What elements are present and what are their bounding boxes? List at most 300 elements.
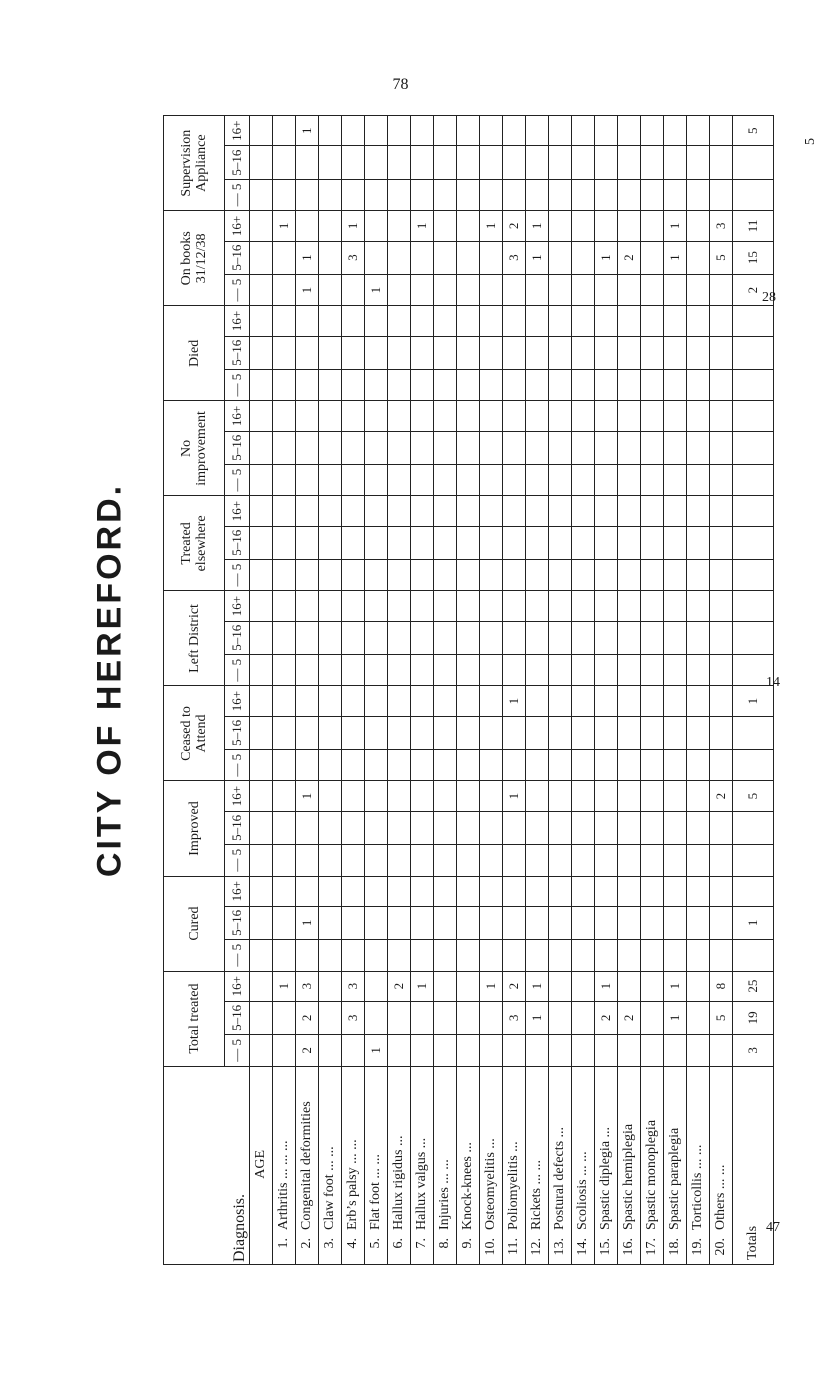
value-cell <box>342 906 365 939</box>
diagnosis-cell <box>664 1066 687 1264</box>
value-cell <box>549 559 572 591</box>
empty-cell <box>250 940 273 972</box>
value-cell <box>687 496 710 526</box>
diagnosis-cell <box>572 1066 595 1264</box>
diagnosis-cell <box>273 1066 296 1264</box>
value-cell <box>273 716 296 749</box>
value-cell <box>411 179 434 211</box>
value-cell <box>480 716 503 749</box>
value-cell <box>641 621 664 654</box>
value-cell <box>710 559 733 591</box>
value-cell <box>480 401 503 431</box>
empty-cell <box>250 654 273 686</box>
value-cell <box>388 241 411 274</box>
value-cell <box>273 274 296 306</box>
value-cell <box>365 211 388 241</box>
value-cell <box>526 146 549 179</box>
value-cell <box>503 845 526 877</box>
value-cell <box>388 116 411 147</box>
value-cell <box>549 274 572 306</box>
value-cell <box>549 654 572 686</box>
value-cell <box>641 526 664 559</box>
value-cell <box>687 971 710 1001</box>
value-cell <box>710 526 733 559</box>
value-cell <box>549 336 572 369</box>
value-cell <box>526 179 549 211</box>
value-cell <box>572 401 595 431</box>
diagnosis-name: Spastic monoplegia <box>644 1119 659 1230</box>
age-group-header: 16+ <box>225 211 250 241</box>
table-row <box>618 116 641 1265</box>
empty-cell <box>250 369 273 401</box>
category-header: On books 31/12/38 <box>164 211 225 306</box>
value-cell <box>273 431 296 464</box>
value-cell <box>457 336 480 369</box>
value-cell <box>618 654 641 686</box>
empty-cell <box>250 401 273 431</box>
value-cell <box>411 559 434 591</box>
value-cell <box>641 906 664 939</box>
value-cell <box>595 179 618 211</box>
value-cell <box>388 654 411 686</box>
value-cell <box>457 591 480 621</box>
age-group-header: — 5 <box>225 749 250 781</box>
value-cell <box>687 876 710 906</box>
value-cell <box>319 876 342 906</box>
value-cell <box>572 716 595 749</box>
value-cell: 2 <box>388 971 411 1001</box>
value-cell <box>549 464 572 496</box>
age-group-header: 5–16 <box>225 526 250 559</box>
table-row <box>273 116 296 1265</box>
value-cell <box>687 211 710 241</box>
value-cell <box>572 274 595 306</box>
value-cell <box>572 116 595 147</box>
total-cell: 1 <box>733 906 774 939</box>
value-cell <box>411 716 434 749</box>
group-total-treated: 47 <box>766 1220 780 1235</box>
value-cell <box>457 116 480 147</box>
value-cell <box>273 179 296 211</box>
diagnosis-name: Claw foot ... ... <box>322 1146 337 1230</box>
value-cell: 1 <box>664 241 687 274</box>
value-cell <box>457 211 480 241</box>
value-cell <box>411 369 434 401</box>
value-cell <box>526 811 549 844</box>
value-cell <box>365 336 388 369</box>
age-group-header: — 5 <box>225 1035 250 1067</box>
age-group-header: 5–16 <box>225 1001 250 1034</box>
value-cell <box>710 116 733 147</box>
age-group-header: 5–16 <box>225 241 250 274</box>
value-cell <box>434 749 457 781</box>
value-cell <box>618 940 641 972</box>
value-cell <box>342 716 365 749</box>
value-cell <box>342 306 365 336</box>
category-header-row <box>164 116 225 1265</box>
total-cell <box>733 431 774 464</box>
value-cell <box>388 431 411 464</box>
value-cell <box>480 906 503 939</box>
value-cell <box>319 749 342 781</box>
value-cell <box>342 621 365 654</box>
diagnosis-cell <box>595 1066 618 1264</box>
value-cell <box>503 654 526 686</box>
value-cell <box>549 116 572 147</box>
value-cell <box>388 621 411 654</box>
value-cell <box>411 1035 434 1067</box>
value-cell <box>503 811 526 844</box>
value-cell <box>687 241 710 274</box>
value-cell: 1 <box>296 116 319 147</box>
value-cell <box>664 116 687 147</box>
age-group-header: — 5 <box>225 274 250 306</box>
value-cell <box>319 781 342 811</box>
value-cell <box>411 686 434 716</box>
value-cell <box>411 654 434 686</box>
value-cell <box>618 559 641 591</box>
value-cell <box>457 146 480 179</box>
value-cell <box>411 431 434 464</box>
total-cell <box>733 306 774 336</box>
value-cell <box>572 369 595 401</box>
value-cell <box>480 654 503 686</box>
empty-cell <box>250 306 273 336</box>
value-cell <box>411 241 434 274</box>
group-total-outcomes: 14 <box>766 675 780 690</box>
table-row <box>595 116 618 1265</box>
value-cell <box>457 845 480 877</box>
value-cell <box>503 906 526 939</box>
value-cell: 3 <box>342 241 365 274</box>
value-cell <box>618 274 641 306</box>
total-cell: 15 <box>733 241 774 274</box>
value-cell <box>434 274 457 306</box>
value-cell <box>687 369 710 401</box>
value-cell: 5 <box>710 241 733 274</box>
value-cell <box>296 179 319 211</box>
value-cell <box>595 211 618 241</box>
value-cell <box>480 1035 503 1067</box>
value-cell: 1 <box>526 241 549 274</box>
value-cell: 3 <box>503 1001 526 1034</box>
value-cell <box>526 401 549 431</box>
value-cell <box>296 401 319 431</box>
value-cell <box>595 621 618 654</box>
value-cell: 2 <box>503 971 526 1001</box>
value-cell <box>618 811 641 844</box>
value-cell: 1 <box>365 274 388 306</box>
value-cell: 1 <box>273 211 296 241</box>
value-cell: 3 <box>296 971 319 1001</box>
value-cell <box>319 431 342 464</box>
value-cell <box>526 336 549 369</box>
value-cell <box>687 1035 710 1067</box>
value-cell <box>687 716 710 749</box>
value-cell <box>572 781 595 811</box>
value-cell <box>388 1035 411 1067</box>
value-cell <box>710 146 733 179</box>
diagnosis-number: 7. <box>414 1238 429 1249</box>
value-cell: 1 <box>526 971 549 1001</box>
value-cell <box>572 526 595 559</box>
value-cell <box>710 654 733 686</box>
diagnosis-number: 13. <box>552 1238 567 1256</box>
value-cell <box>526 116 549 147</box>
value-cell <box>687 621 710 654</box>
value-cell <box>618 211 641 241</box>
value-cell <box>411 146 434 179</box>
age-group-header: 16+ <box>225 496 250 526</box>
value-cell <box>641 591 664 621</box>
value-cell <box>687 336 710 369</box>
value-cell <box>572 464 595 496</box>
value-cell <box>457 1035 480 1067</box>
value-cell <box>595 496 618 526</box>
value-cell <box>595 116 618 147</box>
value-cell: 2 <box>595 1001 618 1034</box>
age-group-header: — 5 <box>225 845 250 877</box>
value-cell <box>572 241 595 274</box>
value-cell <box>664 686 687 716</box>
value-cell <box>365 749 388 781</box>
value-cell <box>434 1001 457 1034</box>
value-cell <box>480 591 503 621</box>
value-cell <box>572 811 595 844</box>
value-cell <box>664 621 687 654</box>
total-cell <box>733 811 774 844</box>
value-cell: 1 <box>296 906 319 939</box>
diagnosis-cell <box>503 1066 526 1264</box>
total-cell <box>733 146 774 179</box>
value-cell <box>319 179 342 211</box>
value-cell <box>273 401 296 431</box>
empty-cell <box>250 1001 273 1034</box>
total-cell <box>733 940 774 972</box>
diagnosis-cell <box>710 1066 733 1264</box>
empty-cell <box>250 241 273 274</box>
value-cell <box>687 179 710 211</box>
value-cell <box>687 146 710 179</box>
value-cell <box>457 306 480 336</box>
value-cell <box>434 654 457 686</box>
age-group-header: 5–16 <box>225 336 250 369</box>
value-cell <box>319 906 342 939</box>
value-cell: 1 <box>595 971 618 1001</box>
value-cell <box>687 591 710 621</box>
total-cell <box>733 591 774 621</box>
empty-cell <box>250 845 273 877</box>
value-cell <box>296 211 319 241</box>
value-cell <box>388 906 411 939</box>
value-cell <box>572 876 595 906</box>
value-cell <box>710 306 733 336</box>
value-cell <box>549 179 572 211</box>
value-cell <box>342 1035 365 1067</box>
value-cell <box>618 749 641 781</box>
value-cell <box>664 1035 687 1067</box>
value-cell <box>457 464 480 496</box>
value-cell <box>503 559 526 591</box>
empty-cell <box>250 906 273 939</box>
value-cell <box>710 811 733 844</box>
value-cell <box>388 591 411 621</box>
empty-cell <box>250 559 273 591</box>
total-cell <box>733 464 774 496</box>
value-cell <box>503 369 526 401</box>
value-cell <box>710 906 733 939</box>
table-row <box>388 116 411 1265</box>
value-cell <box>687 464 710 496</box>
value-cell <box>687 1001 710 1034</box>
total-cell: 5 <box>733 116 774 147</box>
age-group-header: 5–16 <box>225 621 250 654</box>
value-cell <box>365 716 388 749</box>
total-cell: 11 <box>733 211 774 241</box>
table-row <box>526 116 549 1265</box>
value-cell <box>480 464 503 496</box>
diagnosis-name: Scoliosis ... ... <box>575 1151 590 1230</box>
value-cell <box>526 306 549 336</box>
page-number: 78 <box>392 76 409 93</box>
value-cell <box>664 179 687 211</box>
value-cell <box>319 369 342 401</box>
value-cell <box>296 306 319 336</box>
value-cell <box>480 686 503 716</box>
value-cell <box>687 781 710 811</box>
value-cell <box>434 686 457 716</box>
value-cell <box>273 559 296 591</box>
value-cell <box>572 306 595 336</box>
age-group-header: 16+ <box>225 781 250 811</box>
value-cell <box>480 431 503 464</box>
value-cell <box>365 845 388 877</box>
value-cell <box>434 401 457 431</box>
value-cell <box>664 716 687 749</box>
value-cell <box>480 146 503 179</box>
value-cell <box>388 845 411 877</box>
diagnosis-name: Spastic paraplegia <box>667 1127 682 1230</box>
value-cell <box>526 654 549 686</box>
value-cell <box>365 940 388 972</box>
value-cell <box>342 526 365 559</box>
value-cell <box>434 811 457 844</box>
value-cell <box>411 306 434 336</box>
value-cell <box>388 369 411 401</box>
value-cell <box>480 241 503 274</box>
table-row <box>687 116 710 1265</box>
value-cell <box>365 146 388 179</box>
value-cell <box>273 811 296 844</box>
value-cell <box>710 431 733 464</box>
value-cell <box>572 749 595 781</box>
value-cell <box>595 274 618 306</box>
age-group-header: 5–16 <box>225 811 250 844</box>
value-cell <box>411 876 434 906</box>
value-cell <box>641 971 664 1001</box>
value-cell <box>641 179 664 211</box>
value-cell <box>503 464 526 496</box>
total-cell <box>733 496 774 526</box>
value-cell <box>411 496 434 526</box>
value-cell <box>411 781 434 811</box>
value-cell <box>641 876 664 906</box>
value-cell <box>526 591 549 621</box>
value-cell <box>549 431 572 464</box>
value-cell <box>273 876 296 906</box>
value-cell <box>503 940 526 972</box>
empty-cell <box>250 591 273 621</box>
value-cell <box>549 496 572 526</box>
value-cell <box>641 496 664 526</box>
value-cell <box>273 306 296 336</box>
value-cell <box>434 211 457 241</box>
value-cell <box>342 401 365 431</box>
value-cell <box>526 369 549 401</box>
value-cell <box>319 241 342 274</box>
value-cell <box>457 811 480 844</box>
empty-cell <box>250 179 273 211</box>
age-group-header: — 5 <box>225 654 250 686</box>
value-cell <box>503 431 526 464</box>
age-group-header: 16+ <box>225 401 250 431</box>
value-cell <box>549 940 572 972</box>
value-cell <box>342 591 365 621</box>
value-cell <box>549 845 572 877</box>
value-cell <box>503 1035 526 1067</box>
diagnosis-number: 18. <box>667 1238 682 1256</box>
table-row <box>457 116 480 1265</box>
value-cell <box>572 686 595 716</box>
value-cell <box>296 431 319 464</box>
value-cell <box>641 781 664 811</box>
value-cell <box>319 274 342 306</box>
value-cell <box>641 749 664 781</box>
value-cell <box>710 1035 733 1067</box>
total-cell <box>733 876 774 906</box>
value-cell <box>411 749 434 781</box>
value-cell <box>664 336 687 369</box>
value-cell <box>595 749 618 781</box>
diagnosis-name: Postural defects ... <box>552 1126 567 1230</box>
value-cell <box>618 845 641 877</box>
value-cell <box>434 591 457 621</box>
value-cell <box>549 686 572 716</box>
age-group-header: 16+ <box>225 971 250 1001</box>
empty-cell <box>250 621 273 654</box>
value-cell <box>319 116 342 147</box>
value-cell <box>572 591 595 621</box>
value-cell: 3 <box>710 211 733 241</box>
value-cell <box>296 336 319 369</box>
value-cell <box>503 496 526 526</box>
value-cell <box>526 940 549 972</box>
value-cell <box>411 116 434 147</box>
value-cell <box>388 179 411 211</box>
value-cell <box>342 496 365 526</box>
value-cell <box>480 274 503 306</box>
category-header: Total treated <box>164 971 225 1066</box>
value-cell <box>710 496 733 526</box>
age-group-header: 16+ <box>225 591 250 621</box>
value-cell: 2 <box>710 781 733 811</box>
value-cell <box>641 716 664 749</box>
value-cell <box>273 116 296 147</box>
value-cell <box>457 401 480 431</box>
value-cell <box>457 179 480 211</box>
value-cell <box>549 241 572 274</box>
value-cell <box>549 146 572 179</box>
